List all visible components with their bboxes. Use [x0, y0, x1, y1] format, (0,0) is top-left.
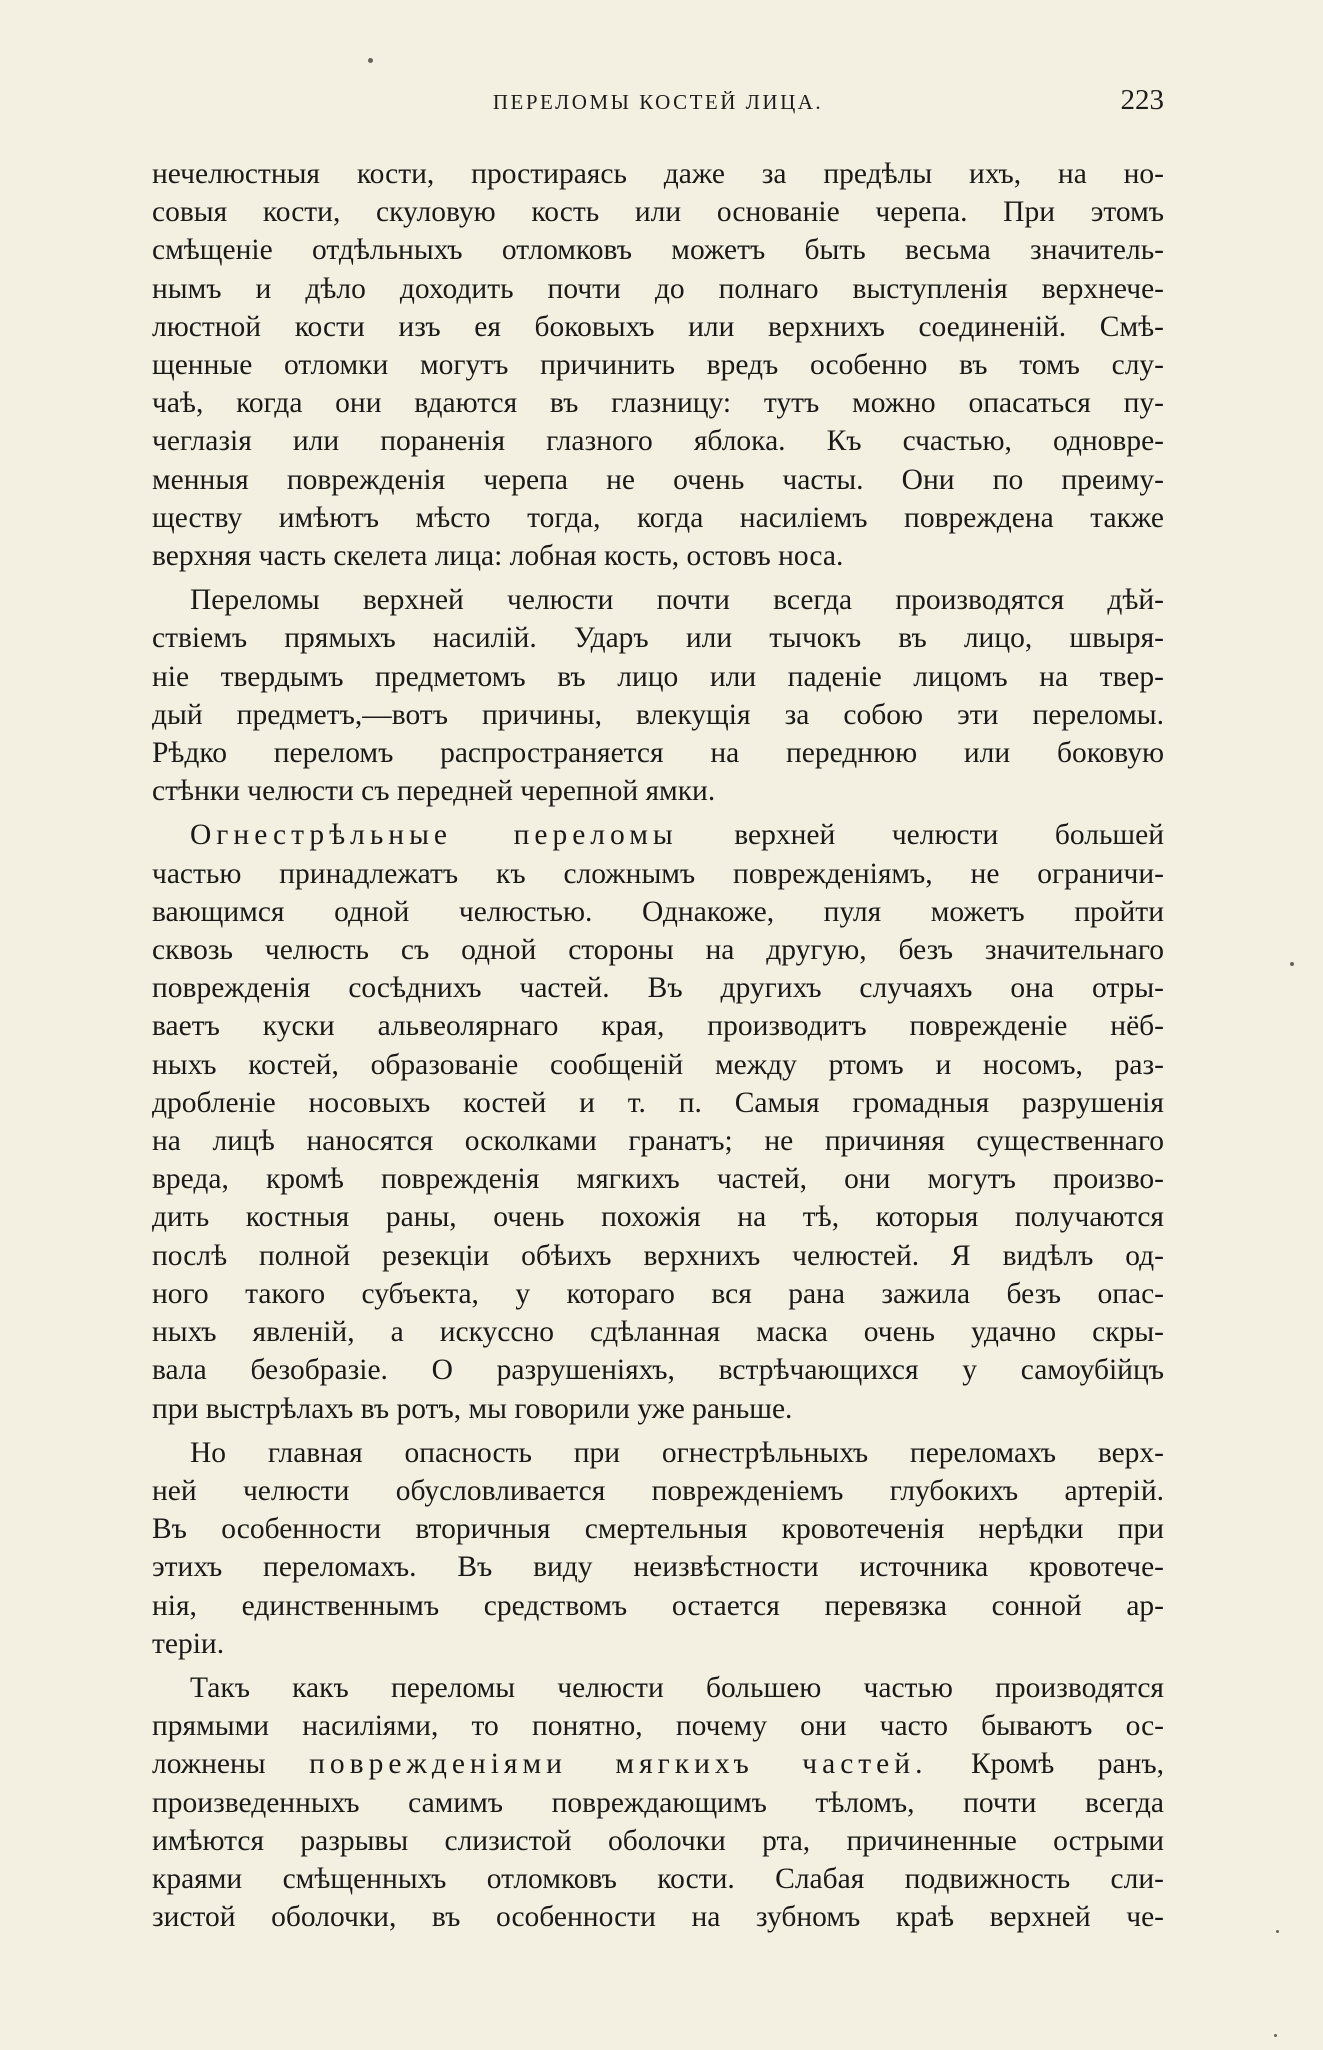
paragraph-1	[152, 155, 1164, 575]
text-line: совыя кости, скуловую кость или основаніе черепа. При этомъ	[152, 196, 1164, 229]
text-span: Кромѣ ранъ,	[927, 1748, 1165, 1781]
paragraph-3	[152, 816, 1164, 1427]
text-line: произведенныхъ самимъ повреждающимъ тѣломъ, почти всегда	[152, 1786, 1164, 1819]
text-line: Въ особенности вторичныя смертельныя кровотеченія нерѣдки при	[152, 1513, 1164, 1546]
text-line: на лицѣ наносятся осколками гранатъ; не причиняя существеннаго	[152, 1125, 1164, 1158]
text-line	[152, 1745, 1164, 1783]
text-line: чеглазія или пораненія глазного яблока. Къ счастью, одновре-	[152, 425, 1164, 458]
text-line: менныя поврежденія черепа не очень часты. Они по преиму-	[152, 463, 1164, 496]
text-line: прямыми насиліями, то понятно, почему они часто бываютъ ос-	[152, 1710, 1164, 1743]
text-line: имѣются разрывы слизистой оболочки рта, причиненные острыми	[152, 1824, 1164, 1857]
text-line	[152, 816, 1164, 854]
text-line: частью принадлежатъ къ сложнымъ поврежденіямъ, не ограничи-	[152, 857, 1164, 890]
scan-speck	[1274, 2034, 1277, 2037]
spaced-emphasis: Огнестрѣльные переломы	[190, 819, 678, 852]
text-line: при выстрѣлахъ въ ротъ, мы говорили уже раньше.	[152, 1392, 793, 1425]
text-line: ществу имѣютъ мѣсто тогда, когда насиліемъ повреждена также	[152, 501, 1164, 534]
text-line: смѣщеніе отдѣльныхъ отломковъ можетъ быть весьма значитель-	[152, 234, 1164, 267]
text-line: вреда, кромѣ поврежденія мягкихъ частей, они могутъ произво-	[152, 1163, 1164, 1196]
text-line: Рѣдко переломъ распространяется на переднюю или боковую	[152, 737, 1164, 770]
text-line: краями смѣщенныхъ отломковъ кости. Слабая подвижность сли-	[152, 1862, 1164, 1895]
page-number: 223	[1120, 84, 1164, 116]
text-line: ного такого субъекта, у котораго вся рана зажила безъ опас-	[152, 1277, 1164, 1310]
text-line: ствіемъ прямыхъ насилій. Ударъ или тычокъ въ лицо, швыря-	[152, 622, 1164, 655]
text-line: послѣ полной резекціи обѣихъ верхнихъ челюстей. Я видѣлъ од-	[152, 1239, 1164, 1272]
paragraph-2	[152, 581, 1164, 810]
text-line: ныхъ явленій, а искуссно сдѣланная маска очень удачно скры-	[152, 1316, 1164, 1349]
text-line: люстной кости изъ ея боковыхъ или верхнихъ соединеній. Смѣ-	[152, 310, 1164, 343]
scan-speck	[1290, 962, 1294, 966]
text-line: Такъ какъ переломы челюсти большею частью производятся	[190, 1671, 1164, 1704]
body-text	[152, 155, 1164, 1936]
text-line: теріи.	[152, 1627, 225, 1660]
text-line: ней челюсти обусловливается поврежденіемъ глубокихъ артерій.	[152, 1474, 1164, 1507]
running-title: ПЕРЕЛОМЫ КОСТЕЙ ЛИЦА.	[492, 90, 824, 114]
paragraph-5	[152, 1669, 1164, 1936]
text-line: стѣнки челюсти съ передней черепной ямки.	[152, 775, 716, 808]
text-line: щенные отломки могутъ причинить вредъ особенно въ томъ слу-	[152, 349, 1164, 382]
text-line: нечелюстныя кости, простираясь даже за предѣлы ихъ, на но-	[152, 158, 1164, 190]
paragraph-4	[152, 1434, 1164, 1663]
spaced-emphasis: поврежденіями мягкихъ частей.	[309, 1748, 928, 1781]
text-line: ніе твердымъ предметомъ въ лицо или паденіе лицомъ на твер-	[152, 660, 1164, 693]
text-line: верхняя часть скелета лица: лобная кость, остовъ носа.	[152, 540, 844, 573]
text-span: верхней челюсти большей	[677, 819, 1164, 852]
scan-speck	[1276, 1930, 1279, 1933]
text-line: ваетъ куски альвеолярнаго края, производитъ поврежденіе нёб-	[152, 1010, 1164, 1043]
text-line: нія, единственнымъ средствомъ остается перевязка сонной ар-	[152, 1589, 1164, 1622]
text-line: нымъ и дѣло доходить почти до полнаго выступленія верхнече-	[152, 272, 1164, 305]
page-header	[152, 84, 1164, 124]
text-line: вающимся одной челюстью. Однакоже, пуля можетъ пройти	[152, 895, 1164, 928]
text-line: вала безобразіе. О разрушеніяхъ, встрѣчающихся у самоубійцъ	[152, 1354, 1164, 1387]
text-line: ныхъ костей, образованіе сообщеній между ртомъ и носомъ, раз-	[152, 1048, 1164, 1081]
text-line: сквозь челюсть съ одной стороны на другую, безъ значительнаго	[152, 934, 1164, 967]
text-line: зистой оболочки, въ особенности на зубномъ краѣ верхней че-	[152, 1901, 1164, 1934]
text-line: поврежденія сосѣднихъ частей. Въ другихъ случаяхъ она отры-	[152, 972, 1164, 1005]
text-line: этихъ переломахъ. Въ виду неизвѣстности источника кровотече-	[152, 1551, 1164, 1584]
text-line: чаѣ, когда они вдаются въ глазницу: тутъ можно опасаться пу-	[152, 387, 1164, 420]
text-line: дробленіе носовыхъ костей и т. п. Самыя громадныя разрушенія	[152, 1086, 1164, 1119]
text-line: дый предметъ,—вотъ причины, влекущія за собою эти переломы.	[152, 698, 1164, 731]
text-line: Но главная опасность при огнестрѣльныхъ переломахъ верх-	[190, 1436, 1164, 1469]
text-span: ложнены	[152, 1748, 310, 1781]
text-line: Переломы верхней челюсти почти всегда производятся дѣй-	[190, 584, 1164, 617]
text-line: дить костныя раны, очень похожія на тѣ, которыя получаются	[152, 1201, 1164, 1234]
scan-speck	[368, 58, 373, 63]
